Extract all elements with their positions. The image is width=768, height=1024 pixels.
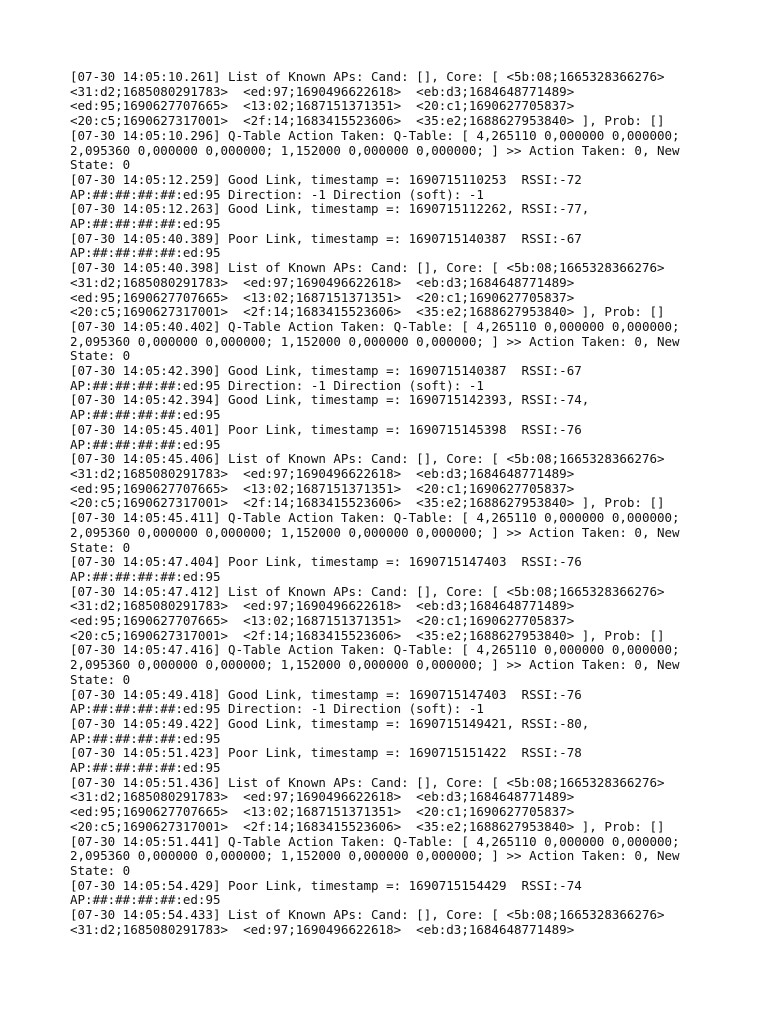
log-line: [07-30 14:05:51.436] List of Known APs: Cand: [], Core: [ <5b:08;1665328366276>	[70, 774, 665, 790]
log-line: [07-30 14:05:42.390] Good Link, timestamp =: 1690715140387 RSSI:-67	[70, 363, 582, 379]
log-line: 2,095360 0,000000 0,000000; 1,152000 0,000000 0,000000; ] >> Action Taken: 0, New	[70, 657, 680, 673]
log-line: [07-30 14:05:10.261] List of Known APs: Cand: [], Core: [ <5b:08;1665328366276>	[70, 69, 665, 84]
log-line: <ed:95;1690627707665> <13:02;1687151371351> <20:c1;1690627705837>	[70, 480, 575, 496]
log-line: <20:c5;1690627317001> <2f:14;1683415523606> <35:e2;1688627953840> ], Prob: []	[70, 304, 665, 320]
log-line: [07-30 14:05:10.296] Q-Table Action Taken: Q-Table: [ 4,265110 0,000000 0,000000;	[70, 127, 680, 143]
log-line: <31:d2;1685080291783> <ed:97;1690496622618> <eb:d3;1684648771489>	[70, 274, 575, 290]
log-line: AP:##:##:##:##:ed:95	[70, 407, 221, 423]
log-line: [07-30 14:05:47.416] Q-Table Action Taken: Q-Table: [ 4,265110 0,000000 0,000000;	[70, 642, 680, 658]
log-line: [07-30 14:05:49.418] Good Link, timestamp =: 1690715147403 RSSI:-76	[70, 686, 582, 702]
log-line: AP:##:##:##:##:ed:95 Direction: -1 Direction (soft): -1	[70, 186, 484, 202]
log-line: [07-30 14:05:47.404] Poor Link, timestamp =: 1690715147403 RSSI:-76	[70, 554, 582, 570]
log-line: [07-30 14:05:47.412] List of Known APs: Cand: [], Core: [ <5b:08;1665328366276>	[70, 583, 665, 599]
log-line: 2,095360 0,000000 0,000000; 1,152000 0,000000 0,000000; ] >> Action Taken: 0, New	[70, 142, 680, 158]
log-line: AP:##:##:##:##:ed:95	[70, 568, 221, 584]
log-line: <31:d2;1685080291783> <ed:97;1690496622618> <eb:d3;1684648771489>	[70, 598, 575, 614]
log-line: <31:d2;1685080291783> <ed:97;1690496622618> <eb:d3;1684648771489>	[70, 921, 575, 937]
log-line: [07-30 14:05:12.259] Good Link, timestamp =: 1690715110253 RSSI:-72	[70, 171, 582, 187]
log-line: <20:c5;1690627317001> <2f:14;1683415523606> <35:e2;1688627953840> ], Prob: []	[70, 113, 665, 129]
log-line: AP:##:##:##:##:ed:95	[70, 892, 221, 908]
log-line: 2,095360 0,000000 0,000000; 1,152000 0,000000 0,000000; ] >> Action Taken: 0, New	[70, 333, 680, 349]
log-line: [07-30 14:05:42.394] Good Link, timestamp =: 1690715142393, RSSI:-74,	[70, 392, 590, 408]
log-line: 2,095360 0,000000 0,000000; 1,152000 0,000000 0,000000; ] >> Action Taken: 0, New	[70, 848, 680, 864]
log-line: [07-30 14:05:51.423] Poor Link, timestamp =: 1690715151422 RSSI:-78	[70, 745, 582, 761]
log-line: State: 0	[70, 157, 131, 173]
log-line: <ed:95;1690627707665> <13:02;1687151371351> <20:c1;1690627705837>	[70, 289, 575, 305]
log-line: [07-30 14:05:45.401] Poor Link, timestamp =: 1690715145398 RSSI:-76	[70, 421, 582, 437]
log-line: AP:##:##:##:##:ed:95	[70, 760, 221, 776]
log-line: <31:d2;1685080291783> <ed:97;1690496622618> <eb:d3;1684648771489>	[70, 465, 575, 481]
log-line: [07-30 14:05:40.402] Q-Table Action Taken: Q-Table: [ 4,265110 0,000000 0,000000;	[70, 318, 680, 334]
log-line: [07-30 14:05:54.429] Poor Link, timestamp =: 1690715154429 RSSI:-74	[70, 877, 582, 893]
log-line: <ed:95;1690627707665> <13:02;1687151371351> <20:c1;1690627705837>	[70, 804, 575, 820]
log-line: AP:##:##:##:##:ed:95	[70, 730, 221, 746]
log-line: <ed:95;1690627707665> <13:02;1687151371351> <20:c1;1690627705837>	[70, 613, 575, 629]
log-line: <ed:95;1690627707665> <13:02;1687151371351> <20:c1;1690627705837>	[70, 98, 575, 114]
log-line: State: 0	[70, 539, 131, 555]
log-line: AP:##:##:##:##:ed:95	[70, 245, 221, 261]
log-line: AP:##:##:##:##:ed:95 Direction: -1 Direction (soft): -1	[70, 377, 484, 393]
log-line: [07-30 14:05:12.263] Good Link, timestamp =: 1690715112262, RSSI:-77,	[70, 201, 590, 217]
log-text-block	[70, 70, 710, 937]
log-line: [07-30 14:05:45.406] List of Known APs: Cand: [], Core: [ <5b:08;1665328366276>	[70, 451, 665, 467]
log-line: <20:c5;1690627317001> <2f:14;1683415523606> <35:e2;1688627953840> ], Prob: []	[70, 495, 665, 511]
log-line: [07-30 14:05:40.389] Poor Link, timestamp =: 1690715140387 RSSI:-67	[70, 230, 582, 246]
log-line: [07-30 14:05:45.411] Q-Table Action Taken: Q-Table: [ 4,265110 0,000000 0,000000;	[70, 510, 680, 526]
log-line: State: 0	[70, 348, 131, 364]
log-line: [07-30 14:05:40.398] List of Known APs: Cand: [], Core: [ <5b:08;1665328366276>	[70, 260, 665, 276]
log-line: State: 0	[70, 671, 131, 687]
log-line: [07-30 14:05:49.422] Good Link, timestamp =: 1690715149421, RSSI:-80,	[70, 715, 590, 731]
log-line: [07-30 14:05:51.441] Q-Table Action Taken: Q-Table: [ 4,265110 0,000000 0,000000;	[70, 833, 680, 849]
log-line: [07-30 14:05:54.433] List of Known APs: Cand: [], Core: [ <5b:08;1665328366276>	[70, 907, 665, 923]
log-line: <20:c5;1690627317001> <2f:14;1683415523606> <35:e2;1688627953840> ], Prob: []	[70, 818, 665, 834]
log-line: State: 0	[70, 862, 131, 878]
log-line: <31:d2;1685080291783> <ed:97;1690496622618> <eb:d3;1684648771489>	[70, 789, 575, 805]
log-line: AP:##:##:##:##:ed:95	[70, 436, 221, 452]
log-line: AP:##:##:##:##:ed:95	[70, 216, 221, 232]
log-line: AP:##:##:##:##:ed:95 Direction: -1 Direction (soft): -1	[70, 701, 484, 717]
log-document	[70, 70, 710, 937]
log-line: <31:d2;1685080291783> <ed:97;1690496622618> <eb:d3;1684648771489>	[70, 83, 575, 99]
log-line: <20:c5;1690627317001> <2f:14;1683415523606> <35:e2;1688627953840> ], Prob: []	[70, 627, 665, 643]
log-line: 2,095360 0,000000 0,000000; 1,152000 0,000000 0,000000; ] >> Action Taken: 0, New	[70, 524, 680, 540]
